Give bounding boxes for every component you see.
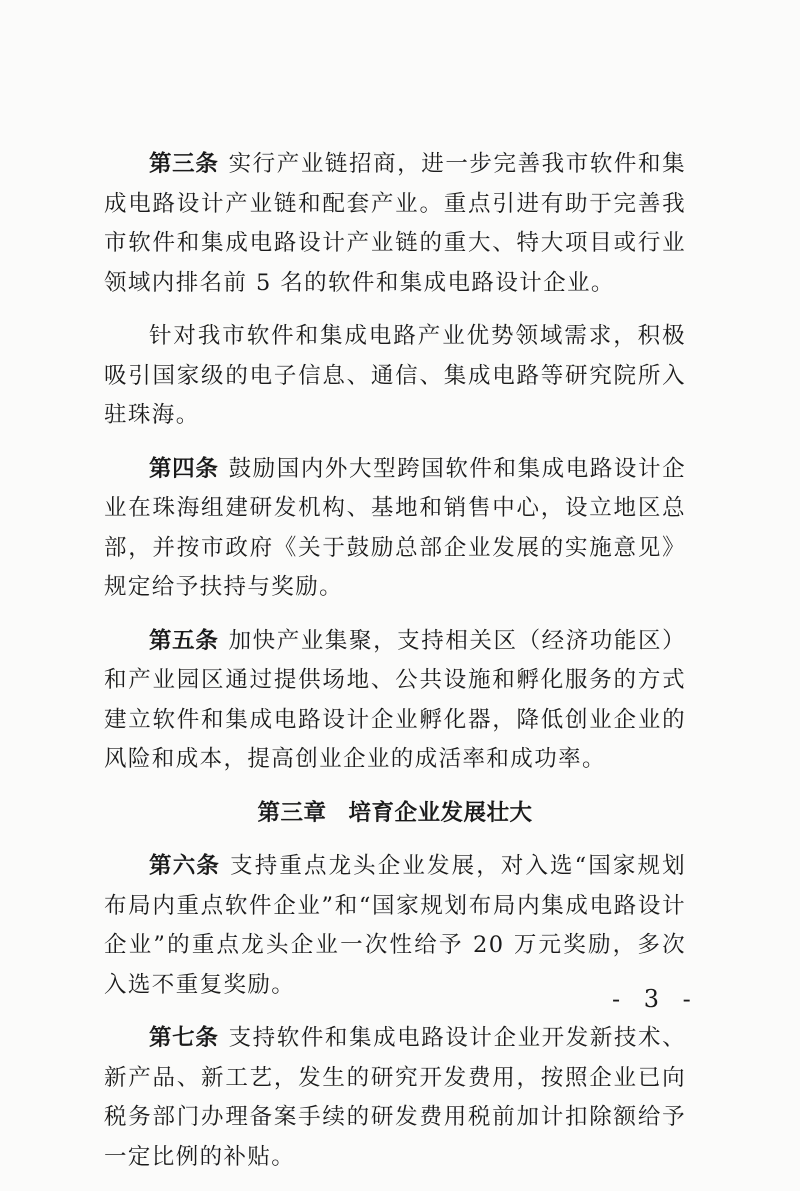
document-body [104,145,686,1191]
article-3-text: 实行产业链招商，进一步完善我市软件和集成电路设计产业链和配套产业。重点引进有助于完善我市软件和集成电路设计产业链的重大、特大项目或行业领域内排名前 5 名的软件和集成电路设计企业。 [104,151,686,296]
article-6-text: 支持重点龙头企业发展，对入选“国家规划布局内重点软件企业”和“国家规划布局内集成电路设计企业”的重点龙头企业一次性给予 20 万元奖励，多次入选不重复奖励。 [104,853,686,998]
article-6-label: 第六条 [149,853,221,879]
article-5-label: 第五条 [149,627,219,654]
article-7-label: 第七条 [149,1025,219,1051]
article-3-continuation-text: 针对我市软件和集成电路产业优势领域需求，积极吸引国家级的电子信息、通信、集成电路等研究院所入驻珠海。 [104,323,686,428]
page-number: - 3 - [612,985,699,1013]
article-5-paragraph [104,622,686,780]
article-3-paragraph [104,145,686,303]
article-3-continuation-paragraph [104,317,686,436]
chapter-heading [104,794,686,834]
chapter-number: 第三章 [257,799,327,826]
article-4-text: 鼓励国内外大型跨国软件和集成电路设计企业在珠海组建研发机构、基地和销售中心，设立地区总部，并按市政府《关于鼓励总部企业发展的实施意见》规定给予扶持与奖励。 [104,455,686,600]
article-3-label: 第三条 [149,151,219,177]
article-4-label: 第四条 [149,455,219,482]
article-5-text: 加快产业集聚，支持相关区（经济功能区）和产业园区通过提供场地、公共设施和孵化服务的方式建立软件和集成电路设计企业孵化器，降低创业企业的风险和成本，提高创业企业的成活率和成功率。 [104,627,686,772]
article-7-text: 支持软件和集成电路设计企业开发新技术、新产品、新工艺，发生的研究开发费用，按照企业已向税务部门办理备案手续的研发费用税前加计扣除额给予一定比例的补贴。 [104,1025,686,1170]
article-4-paragraph [104,450,686,608]
article-7-paragraph [104,1019,686,1177]
article-6-paragraph [104,847,686,1005]
chapter-title: 培育企业发展壮大 [348,799,533,826]
